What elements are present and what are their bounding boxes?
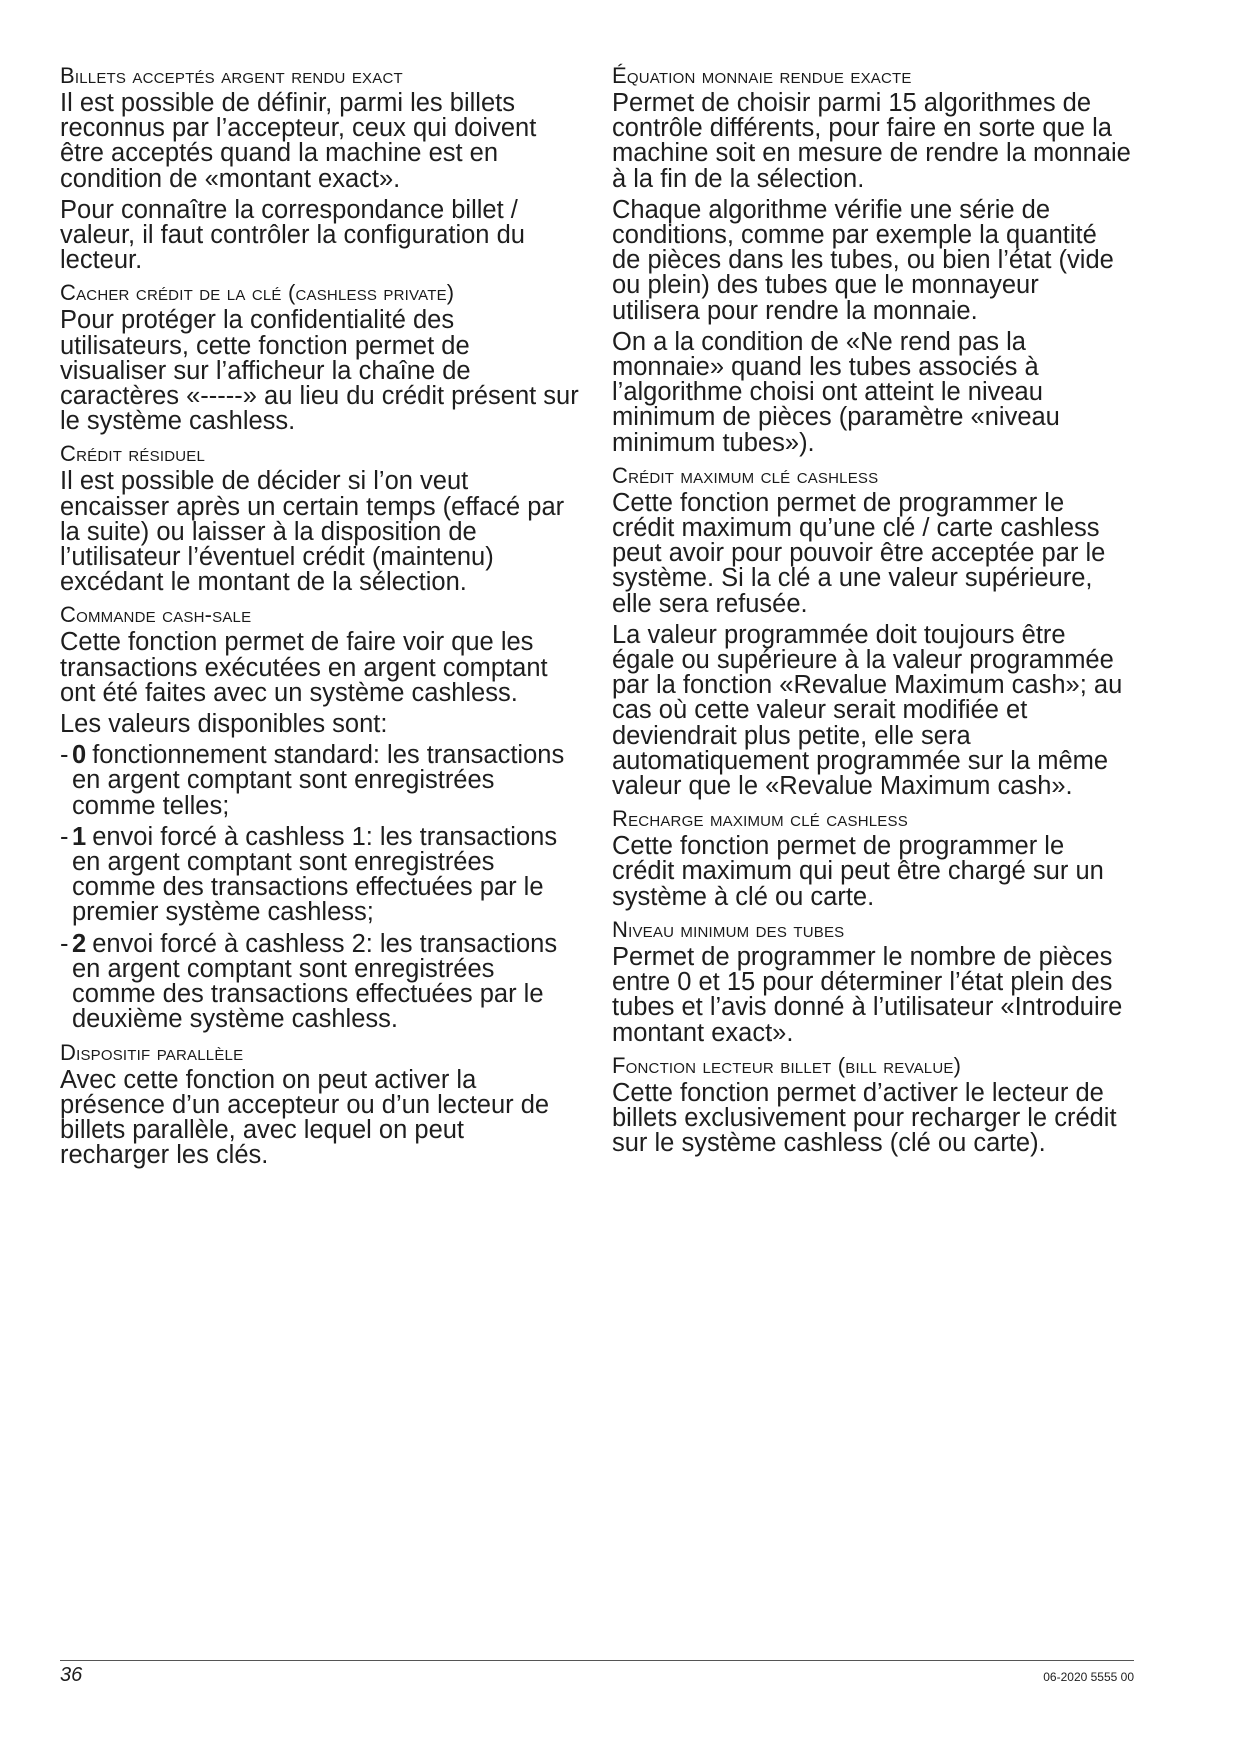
list-text: fonctionnement standard: les transactions en argent comptant sont enregistrées comme telles; <box>72 741 565 820</box>
paragraph: Il est possible de définir, parmi les billets reconnus par l’accepteur, ceux qui doivent être acceptés quand la machine est en condition de «montant exact». <box>60 89 537 193</box>
list-number: 2 <box>72 929 87 958</box>
paragraph: On a la condition de «Ne rend pas la monnaie» quand les tubes associés à l’algorithme choisi ont atteint le niveau minimum de pièces (paramètre «niveau minimum tubes»). <box>612 327 1060 457</box>
section-credit-residuel <box>60 442 580 595</box>
list-item <box>60 822 580 927</box>
section-heading: Commande cash-sale <box>60 602 252 628</box>
paragraph: Les valeurs disponibles sont: <box>60 710 388 739</box>
left-column <box>60 64 580 1176</box>
list-text: envoi forcé à cashless 2: les transactions en argent comptant sont enregistrées comme des transactions effectuées par le deuxième système cashless. <box>72 929 558 1034</box>
paragraph: Cette fonction permet d’activer le lecteur de billets exclusivement pour recharger le crédit sur le système cashless (clé ou carte). <box>612 1078 1117 1158</box>
page-number: 36 <box>60 1664 83 1686</box>
section-heading: Crédit maximum clé cashless <box>612 462 879 488</box>
section-dispositif-parallele <box>60 1041 580 1169</box>
paragraph: La valeur programmée doit toujours être égale ou supérieure à la valeur programmée par la fonction «Revalue Maximum cash»; au cas où cette valeur serait modifiée et deviendrait plus petite, elle sera automatiquement programmée sur la même valeur que le «Revalue Maximum cash». <box>612 620 1123 801</box>
section-heading: Niveau minimum des tubes <box>612 916 845 942</box>
list-number: 0 <box>72 741 87 770</box>
paragraph: Permet de choisir parmi 15 algorithmes de contrôle différents, pour faire en sorte que la machine soit en mesure de rendre la monnaie à la fin de la sélection. <box>612 89 1131 193</box>
list-dash: - <box>60 929 69 958</box>
section-heading: Équation monnaie rendue exacte <box>612 63 912 88</box>
footer-divider <box>60 1660 1134 1661</box>
list-dash: - <box>60 741 69 770</box>
list-number: 1 <box>72 822 87 851</box>
paragraph: Cette fonction permet de programmer le crédit maximum qu’une clé / carte cashless peut avoir pour pouvoir être acceptée par le système. Si la clé a une valeur supérieure, elle sera refusée. <box>612 488 1106 618</box>
list-item <box>60 743 580 819</box>
section-heading: Recharge maximum clé cashless <box>612 806 908 832</box>
section-commande-cash-sale <box>60 603 580 1032</box>
paragraph: Pour connaître la correspondance billet / valeur, il faut contrôler la configuration du lecteur. <box>60 195 525 275</box>
right-column <box>612 64 1132 1164</box>
list-item <box>60 929 580 1034</box>
section-billets-acceptes <box>60 64 580 273</box>
paragraph: Cette fonction permet de programmer le crédit maximum qui peut être chargé sur un système à clé ou carte. <box>612 832 1104 911</box>
section-niveau-minimum <box>612 918 1132 1046</box>
section-heading: Fonction lecteur billet (bill revalue) <box>612 1052 962 1078</box>
section-heading: Cacher crédit de la clé (cashless private) <box>60 280 455 306</box>
list-text: envoi forcé à cashless 1: les transactions en argent comptant sont enregistrées comme des transactions effectuées par le premier système cashless; <box>72 822 558 927</box>
section-heading: Crédit résiduel <box>60 441 206 467</box>
paragraph: Pour protéger la confidentialité des utilisateurs, cette fonction permet de visualiser sur l’afficheur la chaîne de caractères «-----» au lieu du crédit présent sur le système cashless. <box>60 306 579 436</box>
document-code: 06-2020 5555 00 <box>1043 1670 1134 1684</box>
paragraph: Cette fonction permet de faire voir que les transactions exécutées en argent comptant ont été faites avec un système cashless. <box>60 628 548 707</box>
paragraph: Permet de programmer le nombre de pièces entre 0 et 15 pour déterminer l’état plein des tubes et l’avis donné à l’utilisateur «Introduire montant exact». <box>612 942 1123 1047</box>
section-equation-monnaie <box>612 64 1132 456</box>
section-fonction-lecteur <box>612 1054 1132 1157</box>
paragraph: Chaque algorithme vérifie une série de conditions, comme par exemple la quantité de pièces dans les tubes, ou bien l’état (vide ou plein) des tubes que le monnayeur utilisera pour rendre la monnaie. <box>612 195 1114 325</box>
paragraph: Il est possible de décider si l’on veut encaisser après un certain temps (effacé par la suite) ou laisser à la disposition de l’utilisateur l’éventuel crédit (maintenu) excédant le montant de la sélection. <box>60 467 565 597</box>
section-cacher-credit <box>60 281 580 434</box>
section-credit-maximum <box>612 464 1132 799</box>
section-heading: Billets acceptés argent rendu exact <box>60 63 403 88</box>
paragraph: Avec cette fonction on peut activer la présence d’un accepteur ou d’un lecteur de billets parallèle, avec lequel on peut recharger les clés. <box>60 1065 550 1170</box>
list-dash: - <box>60 822 69 851</box>
section-recharge-maximum <box>612 807 1132 910</box>
section-heading: Dispositif parallèle <box>60 1039 244 1065</box>
